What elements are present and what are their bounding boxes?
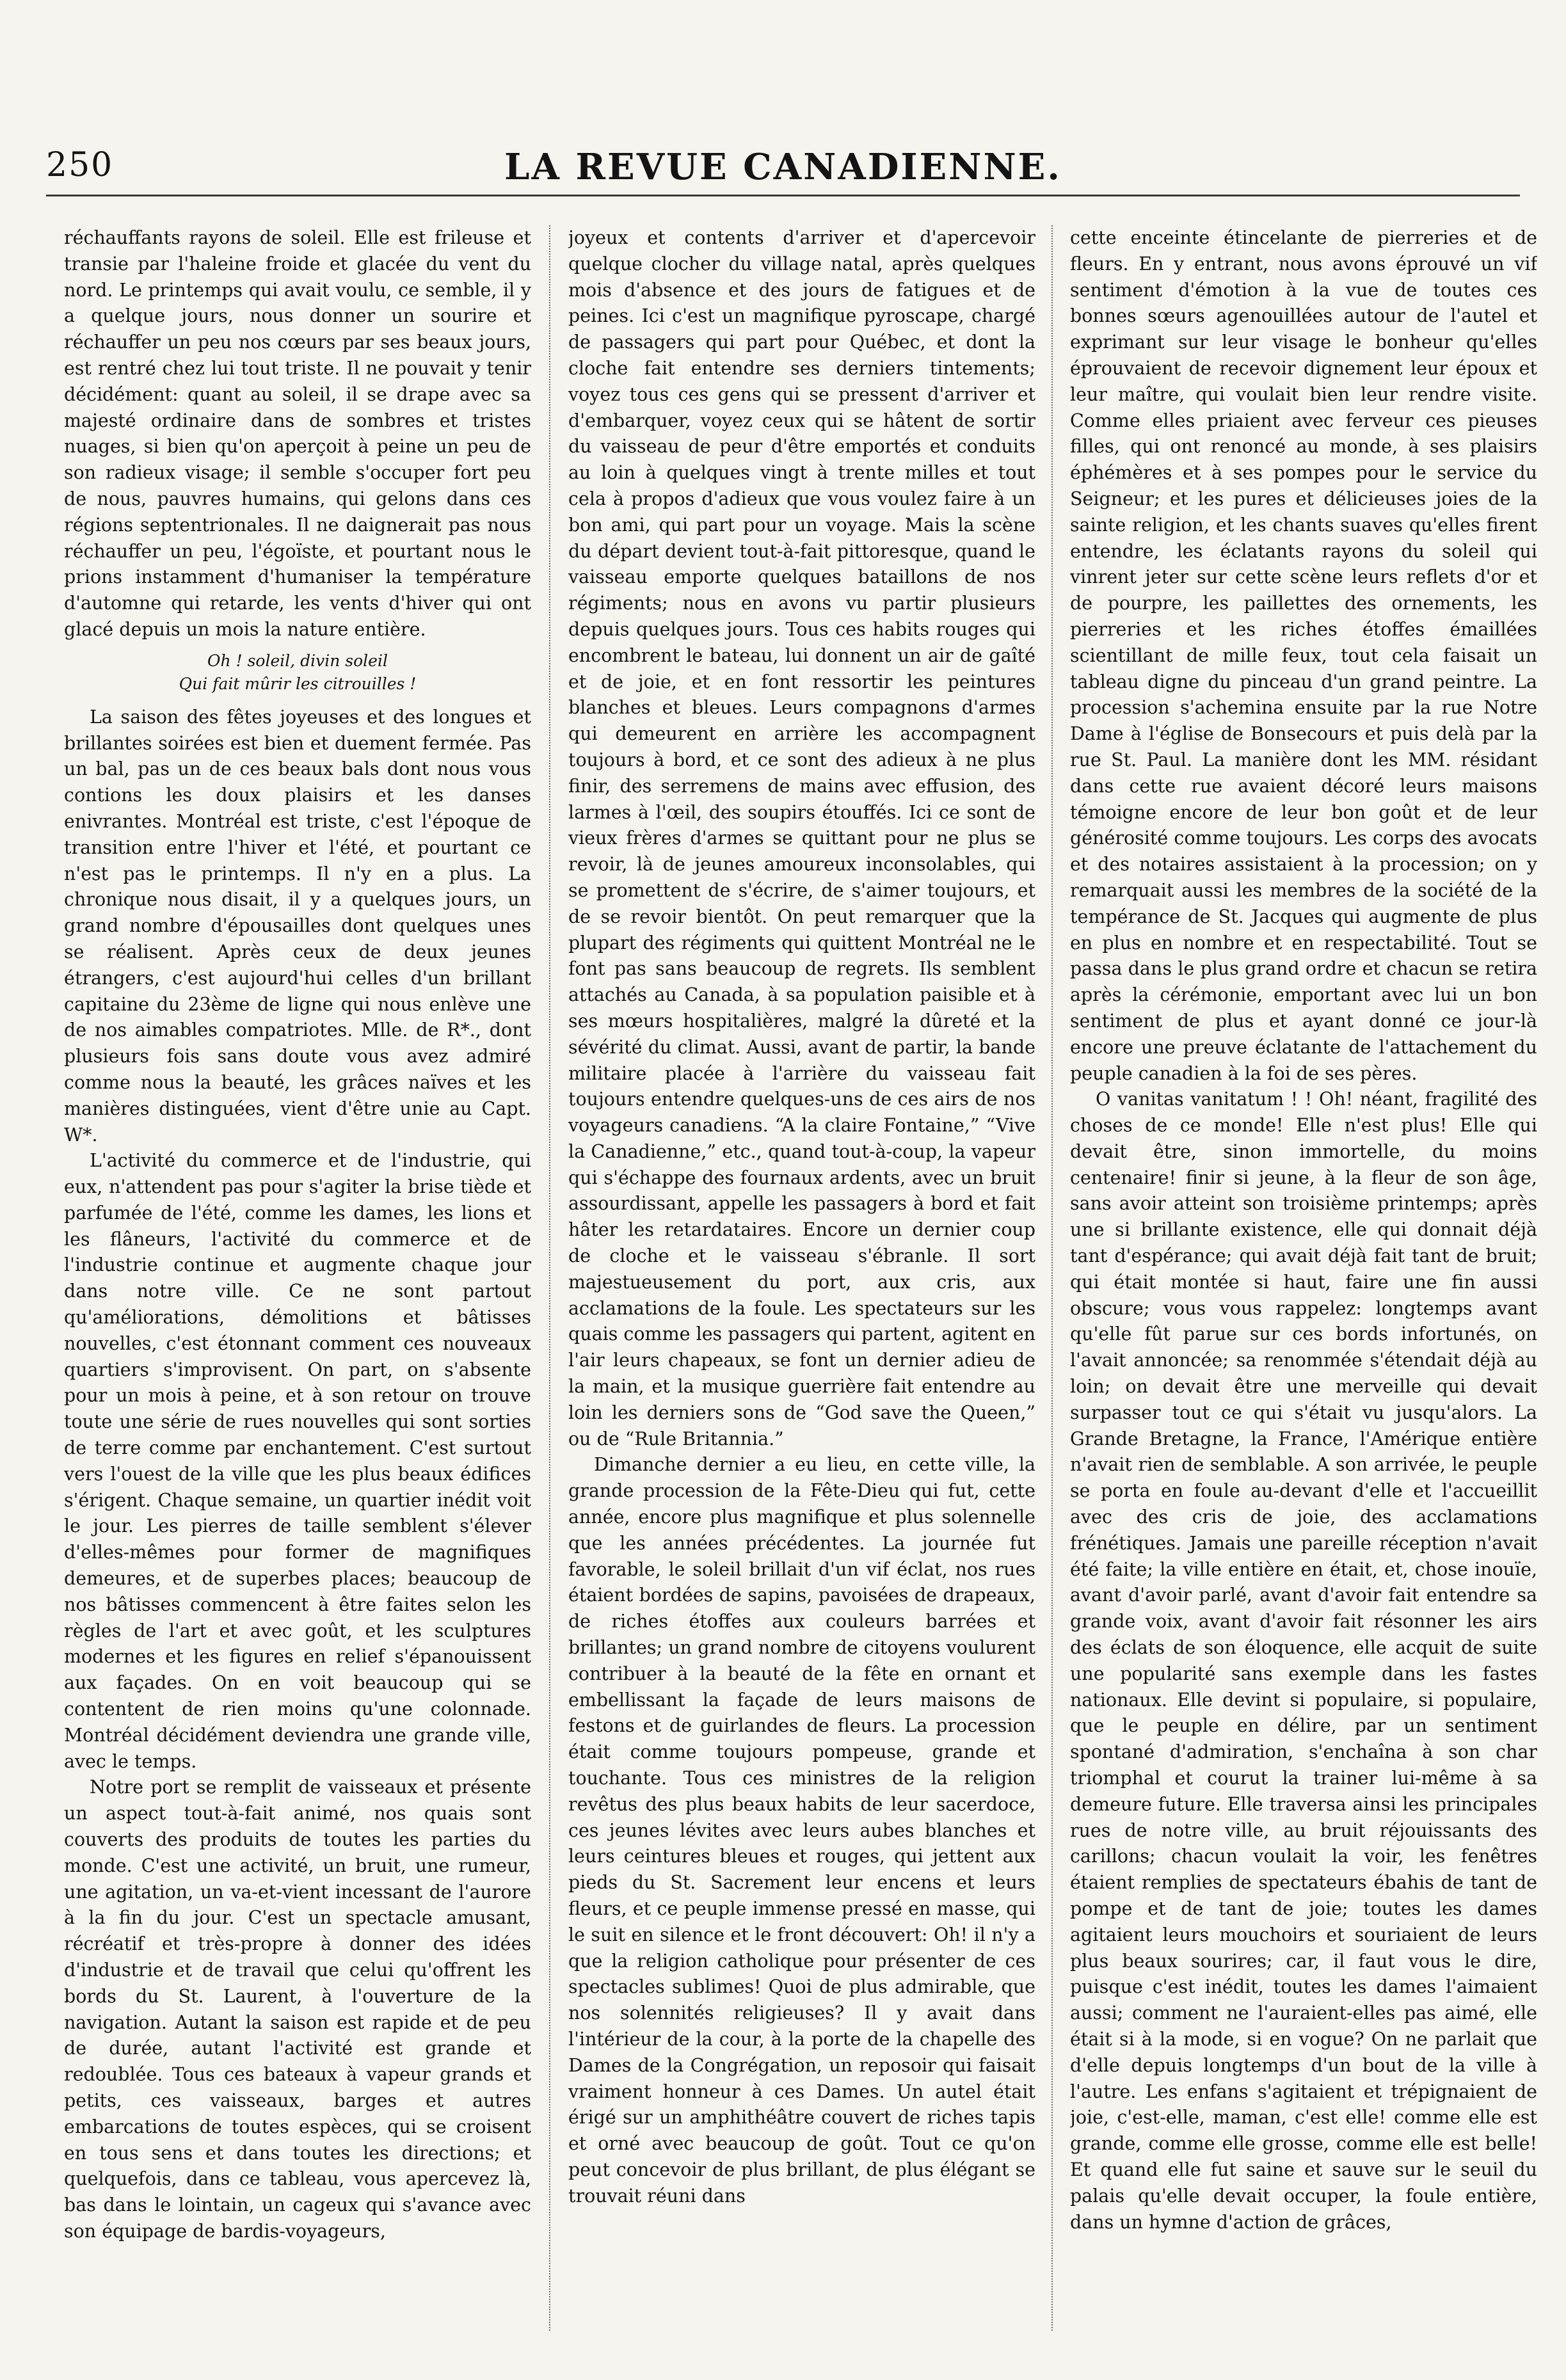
text-column-3 [1070, 225, 1537, 2356]
paragraph: O vanitas vanitatum ! ! Oh! néant, fragilité des choses de ce monde! Elle n'est plus! Elle qui devait être, sinon immortelle, du moins centenaire! finir si jeune, à la fleur de son âge, sans avoir atteint son troisième printemps; après une si brillante existence, elle qui donnait déjà tant d'espérance; qui avait déjà fait tant de bruit; qui était montée si haut, faire une fin aussi obscure; vous vous rappelez: longtemps avant qu'elle fût parue sur ces bords infortunés, on l'avait annoncée; sa renommée s'étendait déjà au loin; on devait être une merveille qui devait surpasser tout ce qui s'était vu jusqu'alors. La Grande Bretagne, la France, l'Amérique entière n'avait rien de semblable. A son arrivée, le peuple se porta en foule au-devant d'elle et l'accueillit avec des cris de joie, des acclamations frénétiques. Jamais une pareille réception n'avait été faite; la ville entière en était, et, chose inouïe, avant d'avoir parlé, avant d'avoir fait entendre sa grande voix, avant d'avoir fait résonner les airs des éclats de son éloquence, elle acquit de suite une popularité sans exemple dans les fastes nationaux. Elle devint si populaire, si populaire, que le peuple en délire, par un sentiment spontané d'admiration, s'enchaîna à son char triomphal et courut la trainer lui-même à sa demeure future. Elle traversa ainsi les principales rues de notre ville, au bruit réjouissants des carillons; chacun voulait la voir, les fenêtres étaient remplies de spectateurs ébahis de tant de pompe et de tant de joie; toutes les dames agitaient leurs mouchoirs et souriaient de leurs plus beaux sourires; car, il faut vous le dire, puisque c'est inédit, toutes les dames l'aimaient aussi; comment ne l'auraient-elles pas aimé, elle était si à la mode, si en vogue? On ne parlait que d'elle depuis longtemps d'un bout de la ville à l'autre. Les enfans s'agitaient et trépignaient de joie, c'est-elle, maman, c'est elle! comme elle est grande, comme elle grosse, comme elle est belle! Et quand elle fut saine et sauve sur le seuil du palais qu'elle devait occuper, la foule entière, dans un hymne d'action de grâces, [1070, 1089, 1537, 2233]
verse-quote [64, 650, 531, 696]
verse-line: Qui fait mûrir les citrouilles ! [179, 674, 417, 693]
paragraph: L'activité du commerce et de l'industrie, qui eux, n'attendent pas pour s'agiter la brise tiède et parfumée de l'été, comme les dames, les lions et les flâneurs, l'activité du commerce et de l'industrie continue et augmente chaque jour dans notre ville. Ce ne sont partout qu'améliorations, démolitions et bâtisses nouvelles, c'est étonnant comment ces nouveaux quartiers s'improvisent. On part, on s'absente pour un mois à peine, et à son retour on trouve toute une série de rues nouvelles qui sont sorties de terre comme par enchantement. C'est surtout vers l'ouest de la ville que les plus beaux édifices s'érigent. Chaque semaine, un quartier inédit voit le jour. Les pierres de taille semblent s'élever d'elles-mêmes pour former de magnifiques demeures, et de superbes places; beaucoup de nos bâtisses commencent à être faites selon les règles de l'art et avec goût, et les sculptures modernes et les figures en relief s'épanouissent aux façades. On en voit beaucoup qui se contentent de rien moins qu'une colonnade. Montréal décidément deviendra une grande ville, avec le temps. [64, 1150, 531, 1772]
paragraph: La saison des fêtes joyeuses et des longues et brillantes soirées est bien et duement fermée. Pas un bal, pas un de ces beaux bals dont nous vous contions les doux plaisirs et les danses enivrantes. Montréal est triste, c'est l'époque de transition entre l'hiver et l'été, et pourtant ce n'est pas le printemps. Il n'y en a plus. La chronique nous disait, il y a quelques jours, un grand nombre d'épousailles dont quelques unes se réalisent. Après ceux de deux jeunes étrangers, c'est aujourd'hui celles d'un brillant capitaine du 23ème de ligne qui nous enlève une de nos aimables compatriotes. Mlle. de R*., dont plusieurs fois sans doute vous avez admiré comme nous la beauté, les grâces naïves et les manières distinguées, vient d'être unie au Capt. W*. [64, 706, 531, 1146]
paragraph: Dimanche dernier a eu lieu, en cette ville, la grande procession de la Fête-Dieu qui fut, cette année, encore plus magnifique et plus solennelle que les années précédentes. La journée fut favorable, le soleil brillait d'un vif éclat, nos rues étaient bordées de sapins, pavoisées de drapeaux, de riches étoffes aux couleurs barrées et brillantes; un grand nombre de citoyens voulurent contribuer à la beauté de la fête en ornant et embellissant la façade de leurs maisons de festons et de guirlandes de fleurs. La procession était comme toujours pompeuse, grande et touchante. Tous ces ministres de la religion revêtus des plus beaux habits de leur sacerdoce, ces jeunes lévites avec leurs aubes blanches et leurs ceintures bleues et rouges, qui jettent aux pieds du St. Sacrement leur encens et leurs fleurs, et ce peuple immense pressé en masse, qui le suit en silence et le front découvert: Oh! il n'y a que la religion catholique pour présenter de ces spectacles sublimes! Quoi de plus admirable, que nos solennités religieuses? Il y avait dans l'intérieur de la cour, à la porte de la chapelle des Dames de la Congrégation, un reposoir qui faisait vraiment honneur à ces Dames. Un autel était érigé sur un amphithéâtre couvert de riches tapis et orné avec beaucoup de goût. Tout ce qu'on peut concevoir de plus brillant, de plus élégant se trouvait réuni dans [568, 1454, 1035, 2207]
continued-paragraph: réchauffants rayons de soleil. Elle est frileuse et transie par l'haleine froide et glacée du vent du nord. Le printemps qui avait voulu, ce semble, il y a quelque jours, nous donner un sourire et réchauffer un peu nos cœurs par ses beaux jours, est rentré chez lui tout triste. Il ne pouvait y tenir décidément: quant au soleil, il se drape avec sa majesté ordinaire dans de sombres et tristes nuages, si bien qu'on aperçoit à peine un peu de son radieux visage; il semble s'occuper fort peu de nous, pauvres humains, qui gelons dans ces régions septentrionales. Il ne daignerait pas nous réchauffer un peu, l'égoïste, et pourtant nous le prions instamment d'humaniser la température d'automne qui retarde, les vents d'hiver qui ont glacé depuis un mois la nature entière. [64, 227, 531, 640]
running-header [46, 146, 1520, 191]
column-divider-2 [1051, 225, 1053, 2331]
header-rule [46, 195, 1520, 196]
column-divider-1 [549, 225, 550, 2331]
verse-line: Oh ! soleil, divin soleil [207, 651, 388, 670]
page-number: 250 [46, 146, 114, 184]
continued-paragraph: cette enceinte étincelante de pierreries et de fleurs. En y entrant, nous avons éprouvé un vif sentiment d'émotion à la vue de toutes ces bonnes sœurs agenouillées autour de l'autel et exprimant sur leur visage le bonheur qu'elles éprouvaient de recevoir dignement leur époux et leur maître, qui voulait bien leur rendre visite. Comme elles priaient avec ferveur ces pieuses filles, qui ont renoncé au monde, à ses plaisirs éphémères et à ses pompes pour le service du Seigneur; et les pures et délicieuses joies de la sainte religion, et les chants suaves qu'elles firent entendre, les éclatants rayons du soleil qui vinrent jeter sur cette scène leurs reflets d'or et de pourpre, les paillettes des ornements, les pierreries et les riches étoffes émaillées scientillant de mille feux, tout cela faisait un tableau digne du pinceau d'un grand peintre. La procession s'achemina ensuite par la rue Notre Dame à l'église de Bonsecours et puis delà par la rue St. Paul. La manière dont les MM. résidant dans cette rue avaient décoré leurs maisons témoigne encore de leur bon goût et de leur générosité comme toujours. Les corps des avocats et des notaires assistaient à la procession; on y remarquait aussi les membres de la société de la tempérance de St. Jacques qui augmente de plus en plus en nombre et en respectabilité. Tout se passa dans le plus grand ordre et chacun se retira après la cérémonie, emportant avec lui un bon sentiment de plus et ayant donné ce jour-là encore une preuve éclatante de l'attachement du peuple canadien à la foi de ses pères. [1070, 227, 1537, 1084]
paragraph: Notre port se remplit de vaisseaux et présente un aspect tout-à-fait animé, nos quais sont couverts des produits de toutes les parties du monde. C'est une activité, un bruit, une rumeur, une agitation, un va-et-vient incessant de l'aurore à la fin du jour. C'est un spectacle amusant, récréatif et très-propre à donner des idées d'industrie et de travail que celui qu'offrent les bords du St. Laurent, à l'ouverture de la navigation. Autant la saison est rapide et de peu de durée, autant l'activité est grande et redoublée. Tous ces bateaux à vapeur grands et petits, ces vaisseaux, barges et autres embarcations de toutes espèces, qui se croisent en tous sens et dans toutes les directions; et quelquefois, dans ce tableau, vous apercevez là, bas dans le lointain, un cageux qui s'avance avec son équipage de bardis-voyageurs, [64, 1777, 531, 2242]
text-column-1 [64, 225, 531, 2356]
text-column-2 [568, 225, 1035, 2356]
journal-title: LA REVUE CANADIENNE. [504, 146, 1062, 188]
continued-paragraph: joyeux et contents d'arriver et d'apercevoir quelque clocher du village natal, après quelques mois d'absence et des jours de fatigues et de peines. Ici c'est un magnifique pyroscape, chargé de passagers qui part pour Québec, et dont la cloche fait entendre ses derniers tintements; voyez tous ces gens qui se pressent d'arriver et d'embarquer, voyez ceux qui se hâtent de sortir du vaisseau de peur d'être emportés et conduits au loin à quelques vingt à trente milles et tout cela à propos d'adieux que vous voulez faire à un bon ami, qui part pour un voyage. Mais la scène du départ devient tout-à-fait pittoresque, quand le vaisseau emporte quelques bataillons de nos régiments; nous en avons vu partir plusieurs depuis quelques jours. Tous ces habits rouges qui encombrent le bateau, lui donnent un air de gaîté et de joie, et en font ressortir les peintures blanches et bleues. Leurs compagnons d'armes qui demeurent en arrière les accompagnent toujours à bord, et ce sont des adieux à ne plus finir, des serremens de mains avec effusion, des larmes à l'œil, des soupirs étouffés. Ici ce sont de vieux frères d'armes se quittant pour ne plus se revoir, là de jeunes amoureux inconsolables, qui se promettent de s'écrire, de s'aimer toujours, et de se revoir bientôt. On peut remarquer que la plupart des régiments qui quittent Montréal ne le font pas sans beaucoup de regrets. Ils semblent attachés au Canada, à sa population paisible et à ses mœurs hospitalières, malgré la dûreté et la sévérité du climat. Aussi, avant de partir, la bande militaire placée à l'arrière du vaisseau fait toujours entendre quelques-uns de ces airs de nos voyageurs canadiens. “A la claire Fontaine,” “Vive la Canadienne,” etc., quand tout-à-coup, la vapeur qui s'échappe des fournaux ardents, avec un bruit assourdissant, appelle les passagers à bord et fait hâter les retardataires. Encore un dernier coup de cloche et le vaisseau s'ébranle. Il sort majestueusement du port, aux cris, aux acclamations de la foule. Les spectateurs sur les quais comme les passagers qui partent, agitent en l'air leurs chapeaux, se font un dernier adieu de la main, et la musique guerrière fait entendre au loin les derniers sons de “God save the Queen,” ou de “Rule Britannia.” [568, 227, 1035, 1450]
